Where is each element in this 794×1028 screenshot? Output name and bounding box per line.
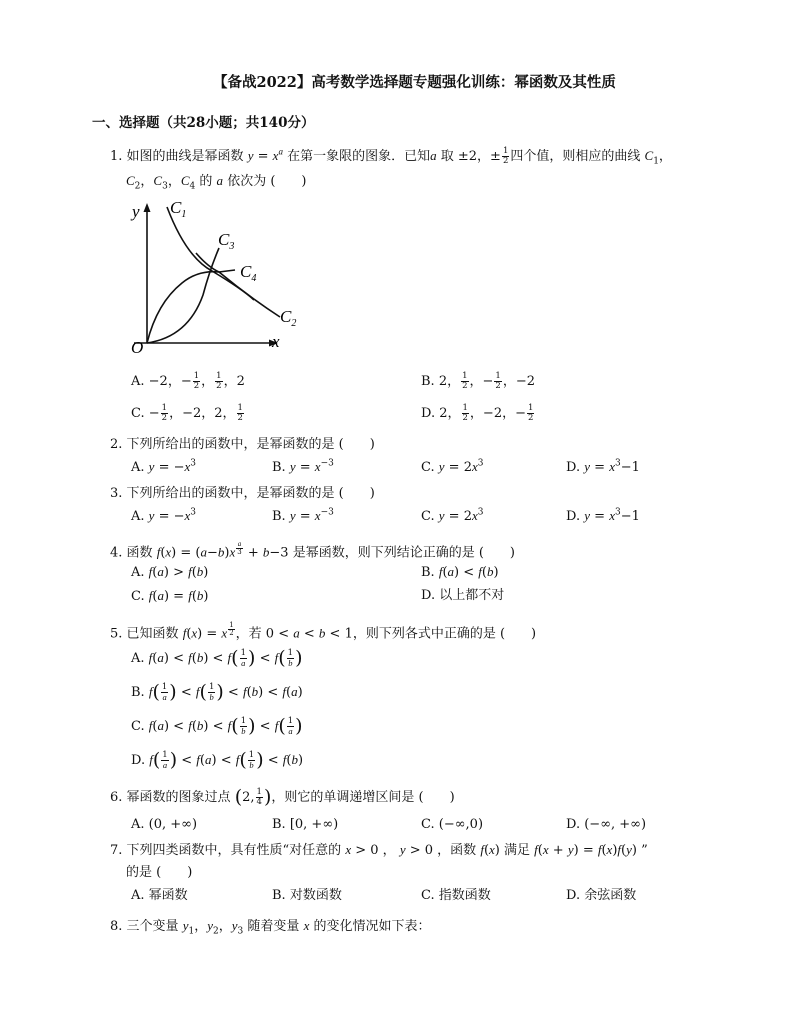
q6-option-b[interactable]: B. [0, +∞) (272, 817, 339, 832)
q5-option-d[interactable]: D. f( $\frac{1}{a}$ ) < f(a) < f( $\frac{1}{b}$ ) < f(b) (131, 749, 304, 771)
q5-stem: 5. 已知函数 f(x) = x $^{\frac{1}{2}}$ ，若 0 < a < b < 1，则下列各式中正确的是 ( ) (110, 621, 537, 642)
axis-label-x: x (272, 332, 280, 351)
q1-formula: y (247, 148, 254, 163)
curve-c2 (196, 253, 280, 317)
page-title: 【备战2022】高考数学选择题专题强化训练：幂函数及其性质 (213, 74, 616, 91)
q4-stem-b: 是幂函数，则下列结论正确的是 ( ) (292, 545, 515, 561)
curve-label-c3: $C_3$ (218, 230, 235, 252)
q7-stem-c: 满足 (504, 843, 531, 858)
q1-frac-half: $\frac{1}{2}$ (502, 146, 509, 166)
q7-option-b[interactable]: B. 对数函数 (272, 888, 342, 903)
q4-stem: 4. 函数 f(x) = (a−b)x $^{\frac{a}{3}}$ + b−3 是幂函数，则下列结论正确的是 ( ) (110, 540, 515, 561)
q5-option-b[interactable]: B. f( $\frac{1}{a}$ ) < f( $\frac{1}{b}$ ) < f(b) < f(a) (131, 681, 303, 703)
q3-option-b[interactable]: B. $y = x^{-3}$ (272, 507, 334, 524)
q5-stem-a: 5. 已知函数 (110, 626, 179, 642)
q2-option-b[interactable]: B. $y = x^{-3}$ (272, 458, 334, 475)
q6-stem: 6. 幂函数的图象过点 (2, $\frac{1}{4}$ )，则它的单调递增区间是 ( ) (110, 786, 455, 808)
curve-label-c4: $C_4$ (240, 262, 257, 284)
section-header: 一、选择题（共28小题；共140分） (92, 115, 315, 131)
q1-option-d[interactable]: D. 2， $\frac{1}{2}$ ，−2，− $\frac{1}{2}$ (421, 403, 534, 423)
curve-c3 (147, 248, 219, 343)
q1-stem-f: 依次为 ( ) (227, 174, 307, 189)
q1-power-function-figure (122, 195, 302, 360)
q1-number: 1. (110, 149, 123, 164)
q1-stem-d: 四个值，则相应的曲线 (510, 149, 641, 164)
q1-stem-line2: $C_2$，$C_3$，$C_4$ 的 a 依次为 ( ) (126, 173, 307, 192)
q4-option-c[interactable]: C. f(a) = f(b) (131, 588, 209, 604)
curve-label-c2: $C_2$ (280, 307, 297, 329)
origin-label: O (131, 338, 144, 357)
q7-option-a[interactable]: A. 幂函数 (131, 888, 188, 903)
axis-label-y: y (132, 202, 140, 221)
q7-stem-line1: 7. 下列四类函数中，具有性质“对任意的 x > 0 ， y > 0 ，函数 f(x) 满足 f(x + y) = f(x)f(y) ” (110, 842, 648, 858)
q1-option-b[interactable]: B. 2， $\frac{1}{2}$ ，− $\frac{1}{2}$ ，−2 (421, 371, 536, 391)
q7-stem-a: 7. 下列四类函数中，具有性质“对任意的 (110, 843, 342, 858)
q1-stem-b: 在第一象限的图象．已知 (287, 149, 431, 164)
q8-stem-b: 随着变量 (247, 919, 300, 934)
q4-option-b[interactable]: B. f(a) < f(b) (421, 564, 499, 580)
q7-stem-b: ，函数 (437, 843, 477, 858)
q1-option-c[interactable]: C. − $\frac{1}{2}$ ，−2，2， $\frac{1}{2}$ (131, 403, 243, 423)
q4-option-a[interactable]: A. f(a) > f(b) (131, 564, 209, 580)
curve-c1 (167, 207, 257, 300)
q2-option-d[interactable]: D. $y = x^3-1$ (566, 458, 640, 475)
q1-stem-e: 的 (199, 174, 213, 189)
q1-stem-a: 如图的曲线是幂函数 (126, 149, 244, 164)
q8-stem-a: 8. 三个变量 (110, 919, 179, 934)
q1-option-a[interactable]: A. −2，− $\frac{1}{2}$ ， $\frac{1}{2}$ ，2 (131, 371, 245, 391)
q2-stem: 2. 下列所给出的函数中，是幂函数的是 ( ) (110, 437, 375, 452)
q7-option-c[interactable]: C. 指数函数 (421, 888, 491, 903)
q6-stem-a: 6. 幂函数的图象过点 (110, 789, 231, 805)
q4-stem-a: 4. 函数 (110, 545, 153, 561)
curve-c4 (147, 270, 235, 343)
q2-option-c[interactable]: C. $y = 2x^3$ (421, 458, 484, 475)
q7-stem-line2: 的是 ( ) (126, 865, 193, 880)
q3-option-c[interactable]: C. $y = 2x^3$ (421, 507, 484, 524)
q3-stem: 3. 下列所给出的函数中，是幂函数的是 ( ) (110, 486, 375, 501)
q1-stem-c: 取 ±2，± (440, 149, 501, 164)
y-axis-arrow (144, 203, 151, 212)
q6-option-d[interactable]: D. (−∞, +∞) (566, 817, 647, 832)
q6-option-a[interactable]: A. (0, +∞) (131, 817, 198, 832)
q2-option-a[interactable]: A. $y = -x^3$ (131, 458, 197, 475)
q6-option-c[interactable]: C. (−∞,0) (421, 817, 484, 832)
q3-option-d[interactable]: D. $y = x^3-1$ (566, 507, 640, 524)
q8-stem: 8. 三个变量 $y_1$，$y_2$，$y_3$ 随着变量 x 的变化情况如下表： (110, 918, 431, 937)
q6-stem-b: ，则它的单调递增区间是 ( ) (271, 789, 455, 805)
q5-stem-b: ，若 (235, 626, 262, 642)
q4-option-d[interactable]: D. 以上都不对 (421, 588, 505, 603)
q3-option-a[interactable]: A. $y = -x^3$ (131, 507, 197, 524)
curve-label-c1: $C_1$ (170, 198, 187, 220)
q5-option-c[interactable]: C. f(a) < f(b) < f( $\frac{1}{b}$ ) < f( $\frac{1}{a}$ ) (131, 715, 303, 737)
q5-option-a[interactable]: A. f(a) < f(b) < f( $\frac{1}{a}$ ) < f( $\frac{1}{b}$ ) (131, 647, 303, 669)
q7-stem-d: ” (641, 843, 648, 858)
q1-stem-line1: 1. 如图的曲线是幂函数 $y = x^a$ 在第一象限的图象．已知a 取 ±2，± $\frac{1}{2}$ 四个值，则相应的曲线 $C_1$， (110, 146, 672, 167)
q5-stem-c: ，则下列各式中正确的是 ( ) (352, 626, 537, 642)
q7-option-d[interactable]: D. 余弦函数 (566, 888, 637, 903)
q8-stem-c: 的变化情况如下表： (313, 919, 431, 934)
